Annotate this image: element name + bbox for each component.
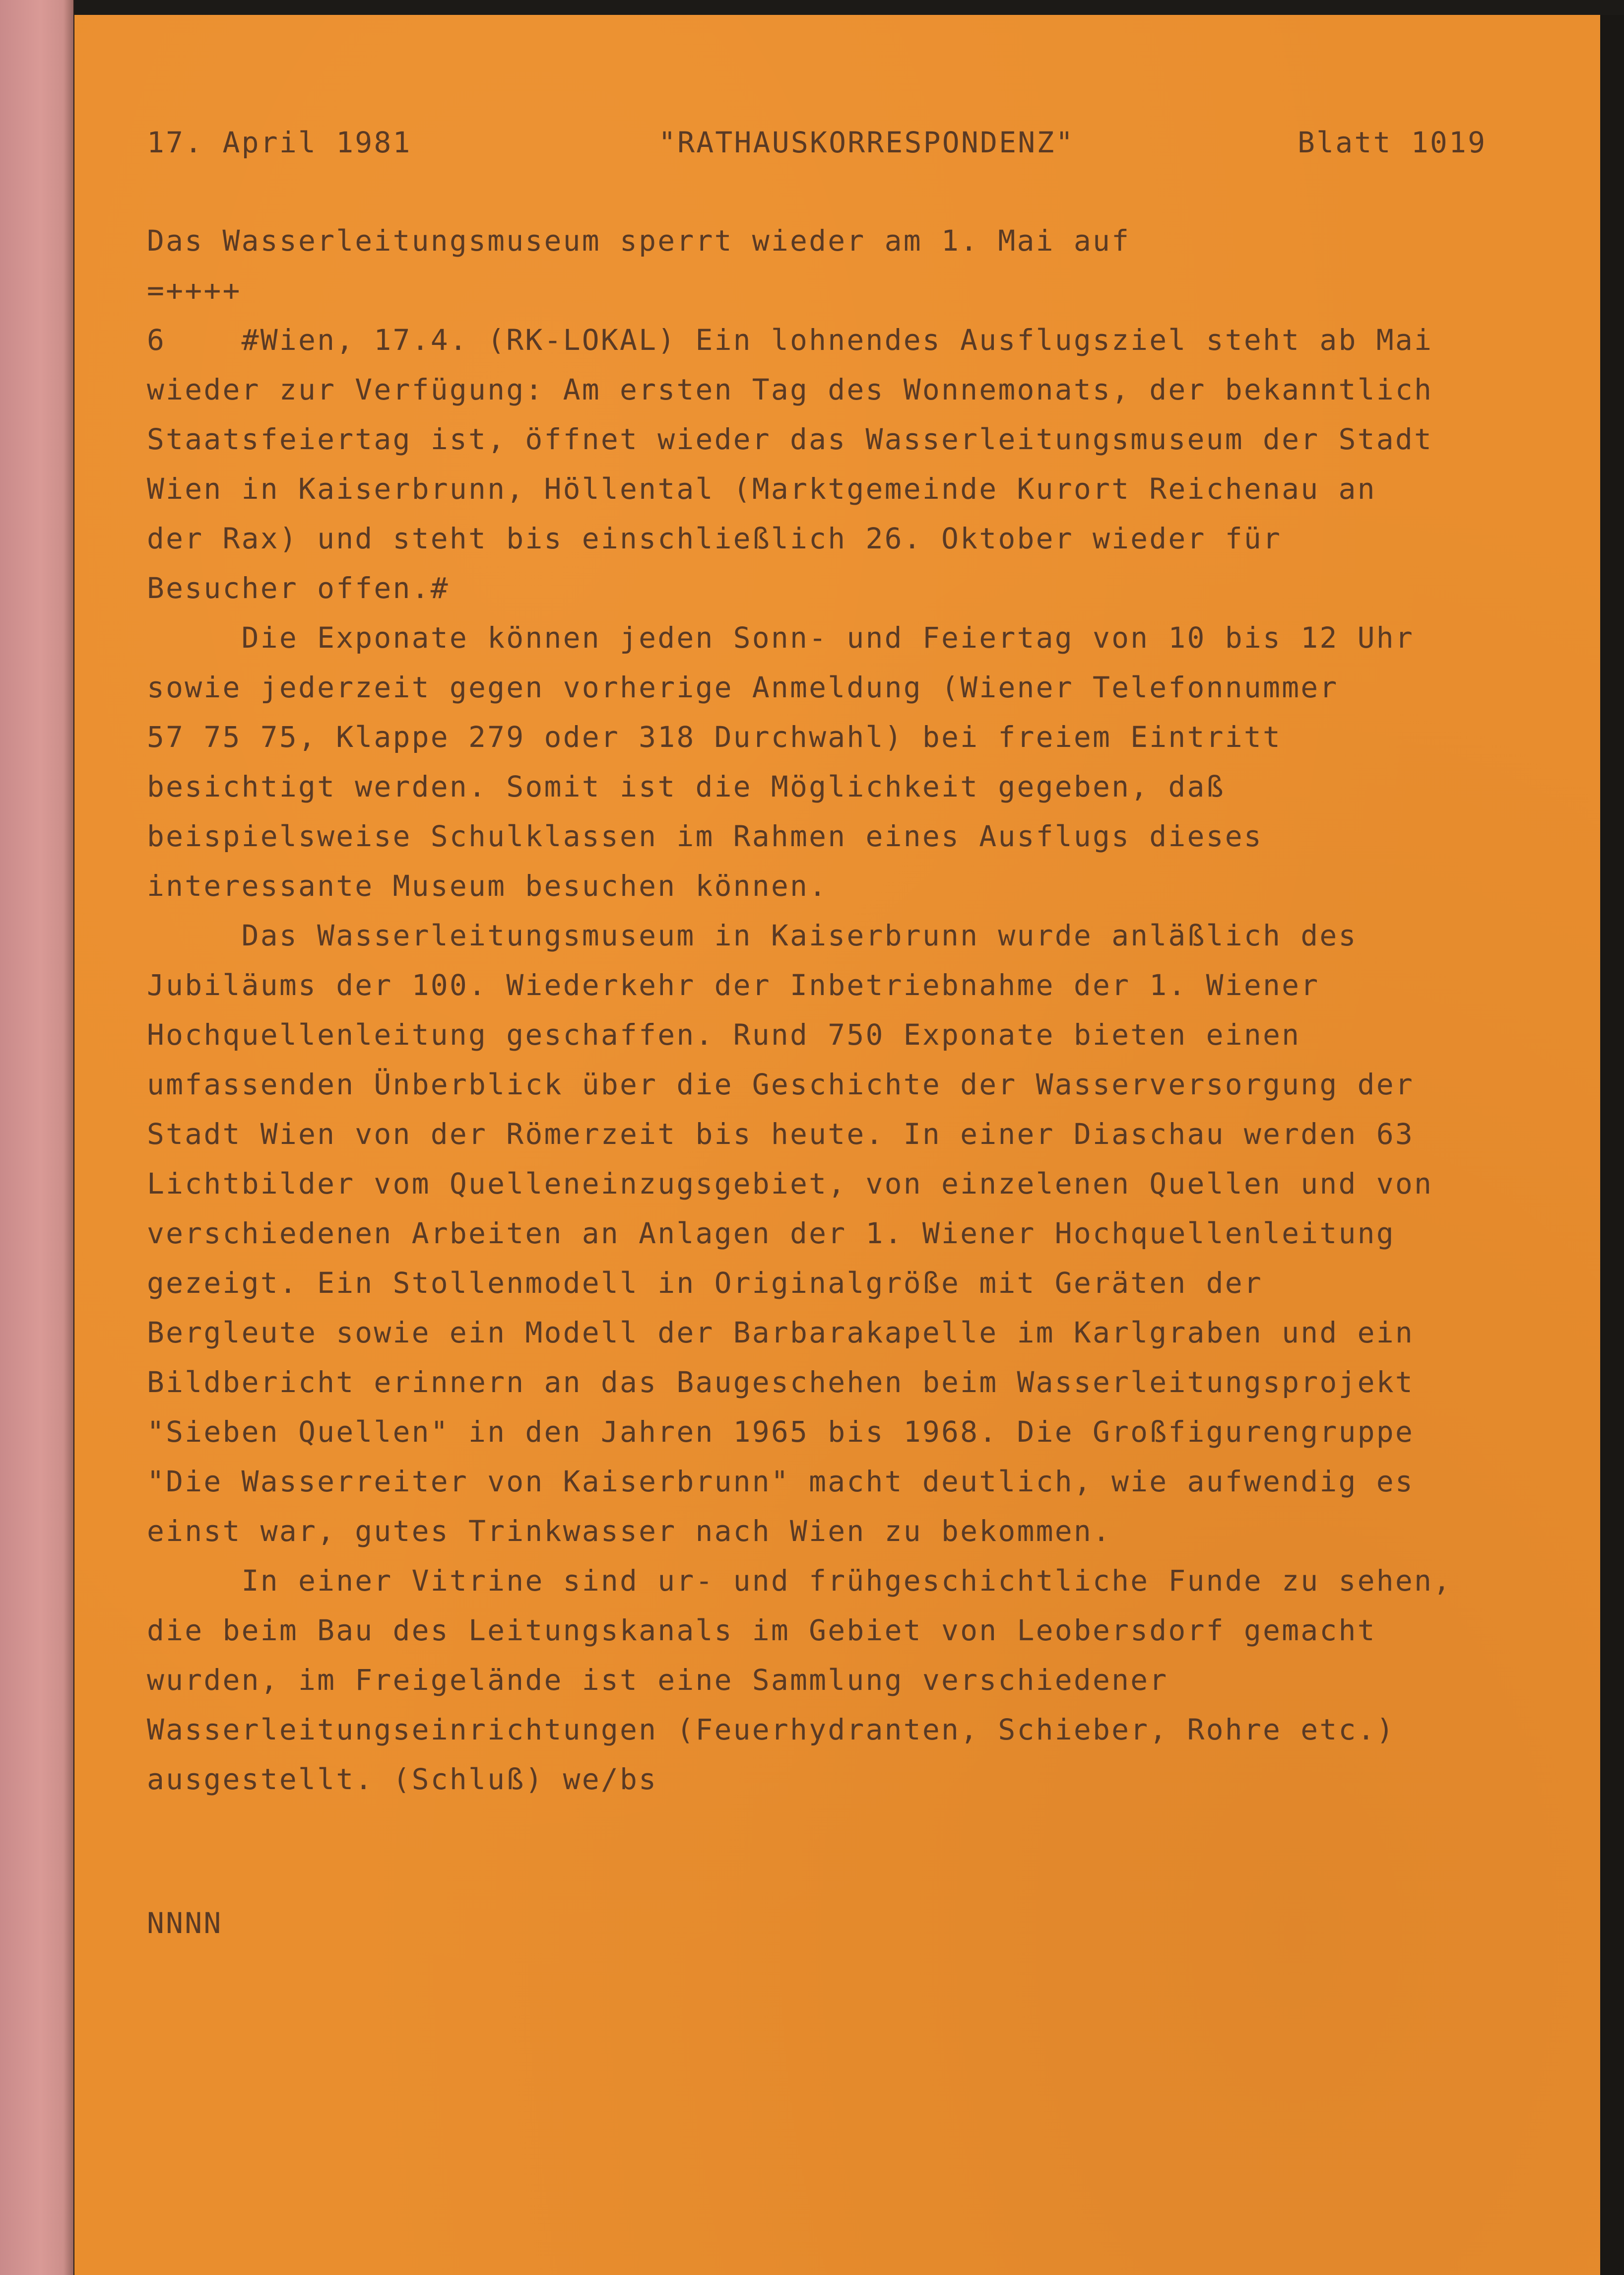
body-line: umfassenden Ünberblick über die Geschichte der Wasserversorgung der xyxy=(147,1068,1414,1101)
body-line: sowie jederzeit gegen vorherige Anmeldung (Wiener Telefonnummer xyxy=(147,670,1339,704)
header-publication: "RATHAUSKORRESPONDENZ" xyxy=(658,126,1075,159)
body-line: 6 #Wien, 17.4. (RK-LOKAL) Ein lohnendes Ausflugsziel steht ab Mai xyxy=(147,323,1433,357)
body-line: Das Wasserleitungsmuseum in Kaiserbrunn wurde anläßlich des xyxy=(147,919,1358,952)
body-line: die beim Bau des Leitungskanals im Gebiet von Leobersdorf gemacht xyxy=(147,1613,1376,1647)
body-line: "Sieben Quellen" in den Jahren 1965 bis 1968. Die Großfigurengruppe xyxy=(147,1415,1414,1449)
body-line: gezeigt. Ein Stollenmodell in Originalgröße mit Geräten der xyxy=(147,1266,1263,1300)
body-line: Staatsfeiertag ist, öffnet wieder das Wasserleitungsmuseum der Stadt xyxy=(147,422,1433,456)
body-line: Wien in Kaiserbrunn, Höllental (Marktgemeinde Kurort Reichenau an xyxy=(147,472,1376,506)
article-separator: =++++ xyxy=(147,273,242,307)
body-line: Die Exponate können jeden Sonn- und Feiertag von 10 bis 12 Uhr xyxy=(147,621,1414,655)
document-page xyxy=(74,15,1600,2275)
binder-edge xyxy=(0,0,73,2275)
body-line: Lichtbilder vom Quelleneinzugsgebiet, von einzelenen Quellen und von xyxy=(147,1167,1433,1201)
body-line: Stadt Wien von der Römerzeit bis heute. In einer Diaschau werden 63 xyxy=(147,1117,1414,1151)
article-headline: Das Wasserleitungsmuseum sperrt wieder am 1. Mai auf xyxy=(147,224,1131,258)
body-line: wieder zur Verfügung: Am ersten Tag des Wonnemonats, der bekanntlich xyxy=(147,373,1433,406)
body-line: besichtigt werden. Somit ist die Möglichkeit gegeben, daß xyxy=(147,770,1225,803)
header-sheet: Blatt 1019 xyxy=(1298,126,1487,159)
body-line: Jubiläums der 100. Wiederkehr der Inbetriebnahme der 1. Wiener xyxy=(147,968,1320,1002)
body-line: interessante Museum besuchen können. xyxy=(147,869,828,903)
body-line: Wasserleitungseinrichtungen (Feuerhydranten, Schieber, Rohre etc.) xyxy=(147,1713,1395,1746)
body-line: 57 75 75, Klappe 279 oder 318 Durchwahl) bei freiem Eintritt xyxy=(147,720,1282,754)
body-line: ausgestellt. (Schluß) we/bs xyxy=(147,1762,658,1796)
body-line: Bergleute sowie ein Modell der Barbarakapelle im Karlgraben und ein xyxy=(147,1316,1414,1349)
body-line: einst war, gutes Trinkwasser nach Wien zu bekommen. xyxy=(147,1514,1112,1548)
body-line: "Die Wasserreiter von Kaiserbrunn" macht deutlich, wie aufwendig es xyxy=(147,1465,1414,1498)
body-line: In einer Vitrine sind ur- und frühgeschichtliche Funde zu sehen, xyxy=(147,1564,1452,1598)
binder-edge-shadow xyxy=(64,0,74,2275)
header-date: 17. April 1981 xyxy=(147,126,412,159)
body-line: beispielsweise Schulklassen im Rahmen eines Ausflugs dieses xyxy=(147,819,1263,853)
body-line: der Rax) und steht bis einschließlich 26. Oktober wieder für xyxy=(147,522,1282,555)
body-line: Besucher offen.# xyxy=(147,571,450,605)
body-line: wurden, im Freigelände ist eine Sammlung verschiedener xyxy=(147,1663,1169,1697)
body-line: Bildbericht erinnern an das Baugeschehen beim Wasserleitungsprojekt xyxy=(147,1365,1414,1399)
body-line: Hochquellenleitung geschaffen. Rund 750 Exponate bieten einen xyxy=(147,1018,1301,1052)
page-right-edge xyxy=(1600,15,1624,2275)
end-marker: NNNN xyxy=(147,1906,223,1940)
body-line: verschiedenen Arbeiten an Anlagen der 1. Wiener Hochquellenleitung xyxy=(147,1216,1395,1250)
